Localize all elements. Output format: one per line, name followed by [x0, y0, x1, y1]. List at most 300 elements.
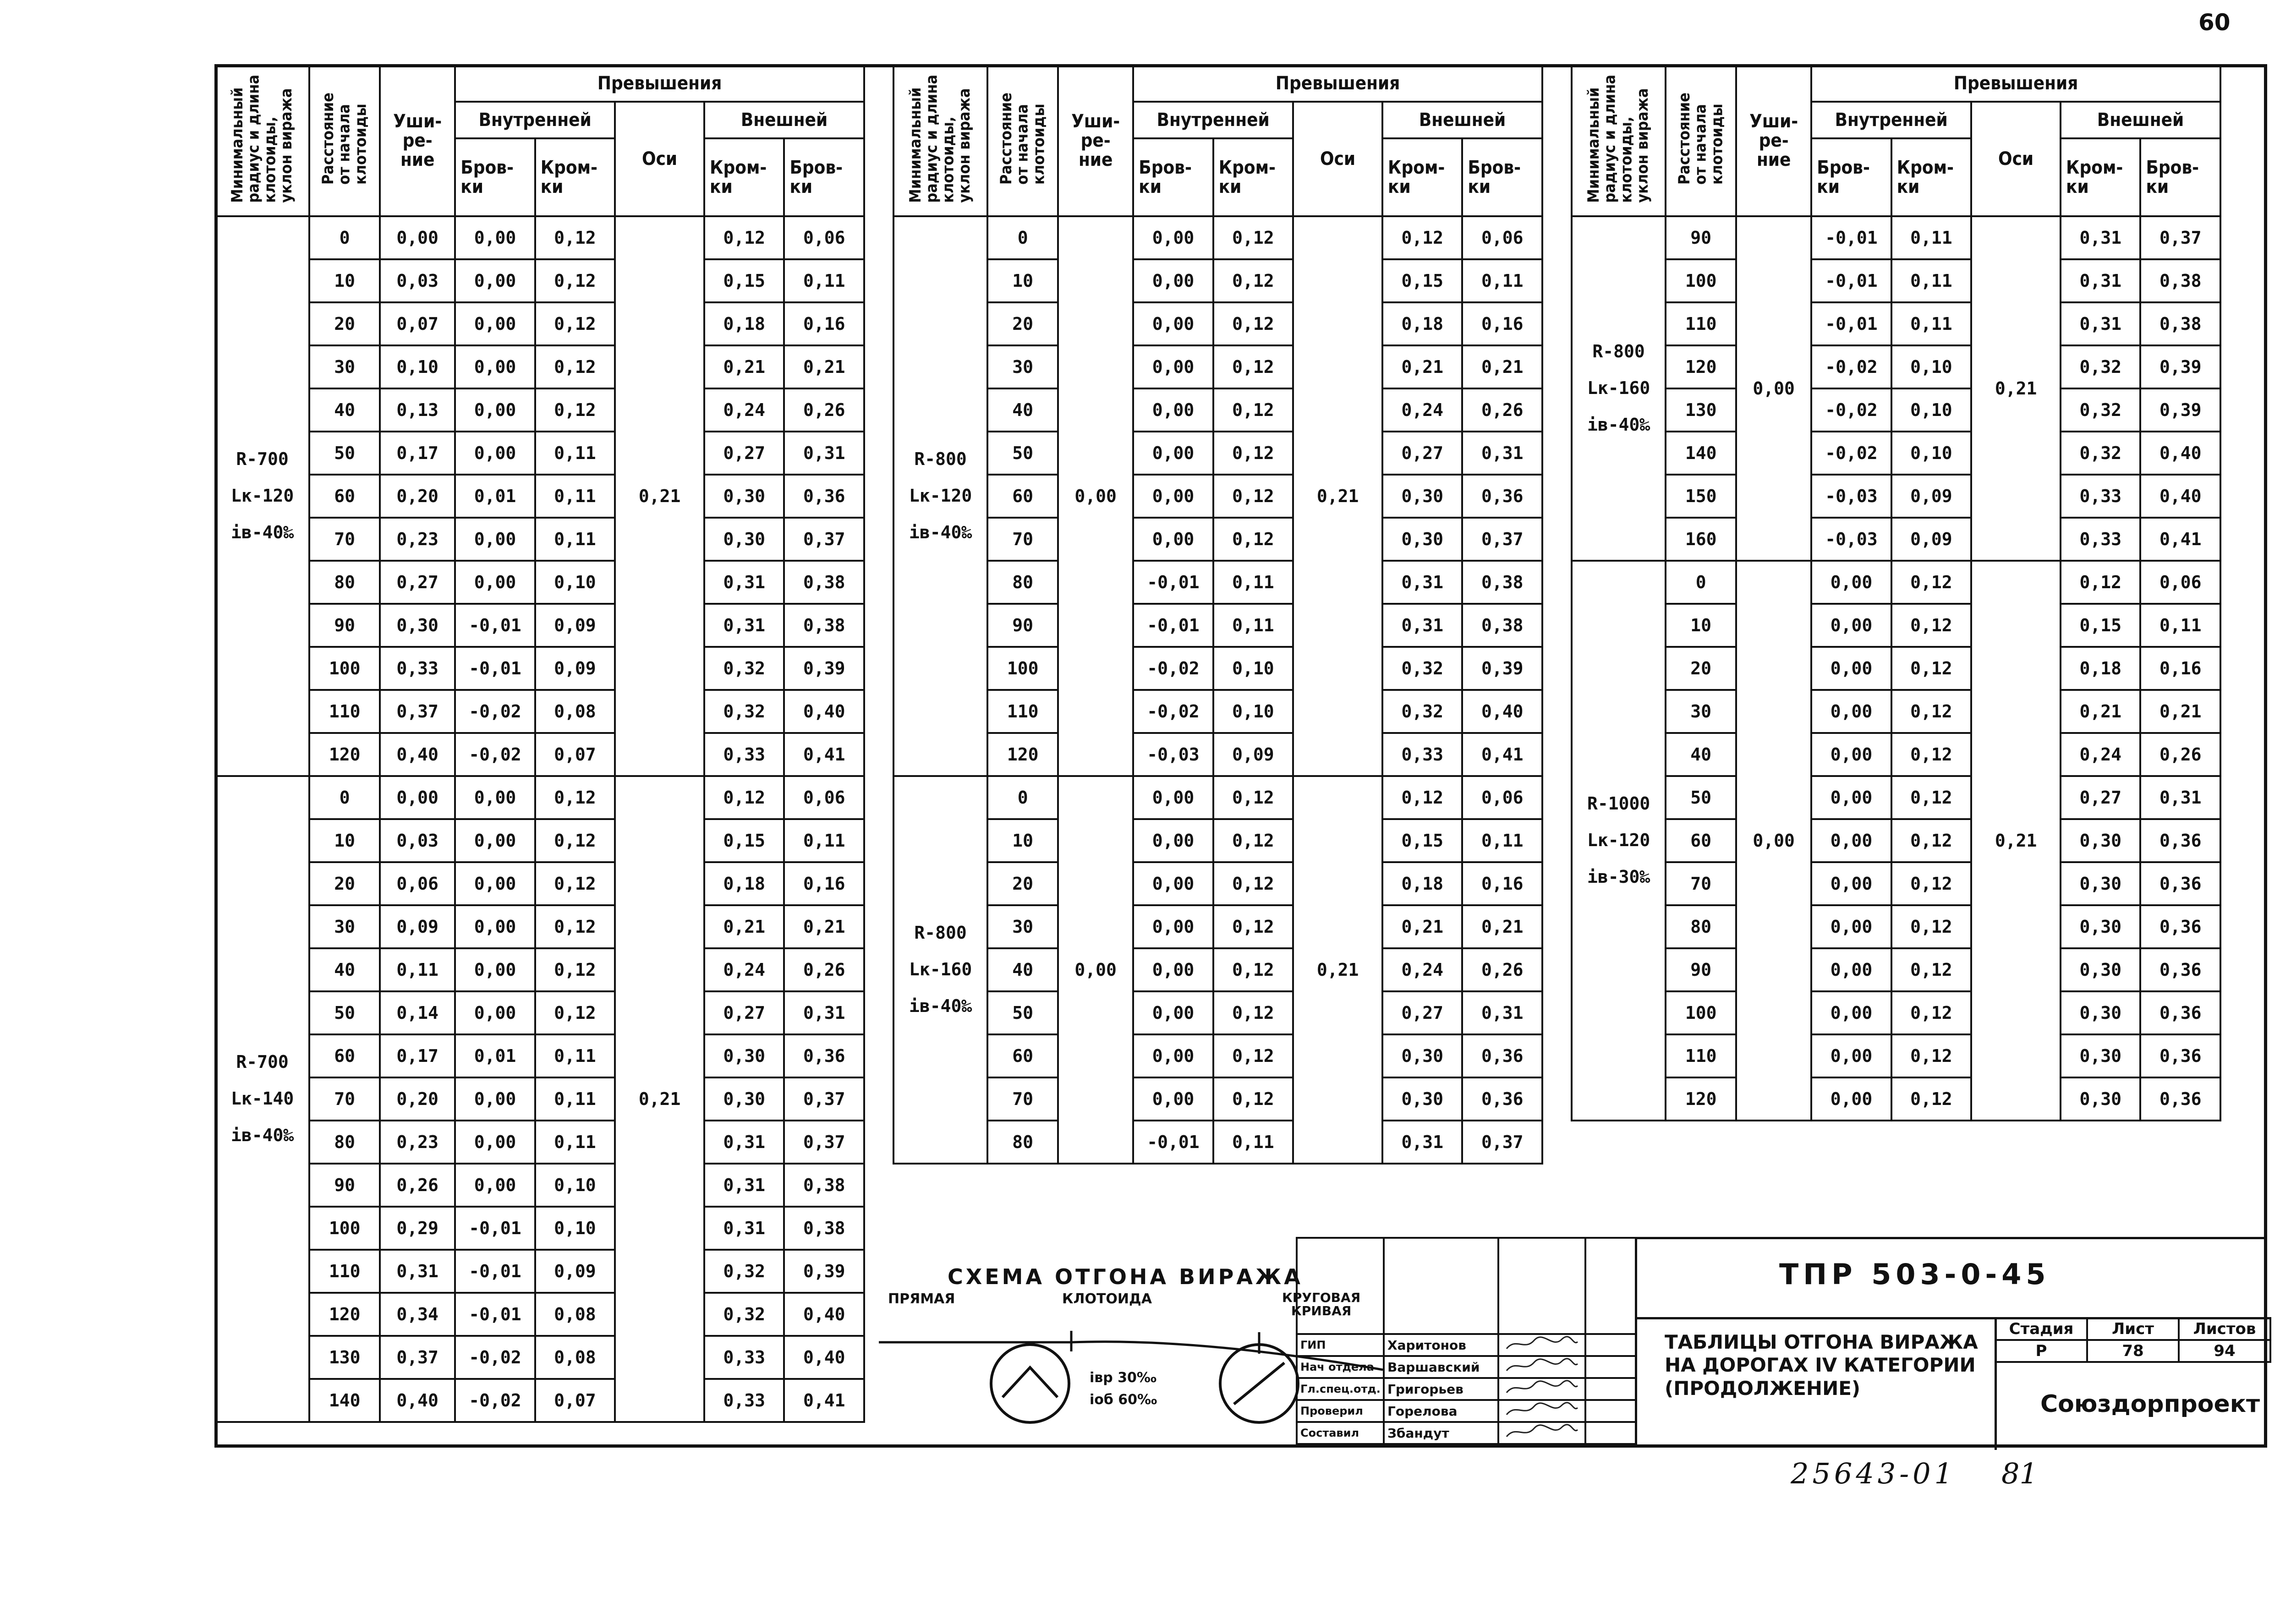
cell-distance: 60 — [1666, 819, 1736, 862]
table-row — [893, 388, 1542, 432]
cell-outer-brow: 0,36 — [2140, 905, 2220, 948]
cell-inner-edge-brow: -0,02 — [1811, 345, 1891, 388]
cell-outer-edge: 0,30 — [1382, 518, 1462, 561]
header-distance — [1666, 65, 1736, 216]
cell-distance: 160 — [1666, 518, 1736, 561]
cell-inner-edge-brow: 0,00 — [455, 259, 535, 302]
cell-inner-edge-brow: 0,00 — [455, 302, 535, 345]
cell-inner-edge-brow: -0,01 — [455, 1207, 535, 1250]
table-row — [215, 1207, 864, 1250]
table-row — [1572, 819, 2220, 862]
header-brov-3: Бров- ки — [2140, 138, 2220, 216]
cell-axis: 0,21 — [1293, 216, 1382, 776]
cell-inner-edge: 0,11 — [1891, 216, 1971, 259]
stamp-signature — [1498, 1422, 1585, 1444]
stamp-row — [1297, 1400, 1636, 1422]
cell-distance: 60 — [987, 475, 1058, 518]
cell-outer-brow: 0,06 — [784, 776, 864, 819]
cell-outer-edge: 0,27 — [1382, 432, 1462, 475]
cell-outer-edge: 0,31 — [704, 604, 784, 647]
table-row — [893, 302, 1542, 345]
cell-inner-edge-brow: 0,00 — [1811, 733, 1891, 776]
cell-outer-brow: 0,40 — [1462, 690, 1542, 733]
cell-inner-edge: 0,11 — [1891, 259, 1971, 302]
cell-inner-edge-brow: 0,00 — [455, 432, 535, 475]
cell-outer-brow: 0,26 — [1462, 948, 1542, 991]
cell-outer-brow: 0,40 — [784, 690, 864, 733]
table-row — [893, 1034, 1542, 1077]
table-row — [1572, 561, 2220, 604]
cell-widening: 0,10 — [380, 345, 455, 388]
table-row — [1572, 862, 2220, 905]
header-brov-0: Бров- ки — [1811, 138, 1891, 216]
cell-inner-edge: 0,10 — [1891, 388, 1971, 432]
cell-inner-edge: 0,12 — [1891, 1077, 1971, 1121]
table-row — [215, 690, 864, 733]
cell-distance: 50 — [309, 991, 380, 1034]
table-row — [893, 216, 1542, 259]
cell-inner-edge-brow: 0,00 — [1133, 776, 1213, 819]
cell-outer-brow: 0,16 — [784, 862, 864, 905]
cell-distance: 60 — [987, 1034, 1058, 1077]
cell-axis: 0,21 — [1971, 216, 2061, 561]
drawing-sheet — [214, 9, 2267, 1490]
table-row — [215, 561, 864, 604]
cell-distance: 10 — [987, 819, 1058, 862]
cell-outer-edge: 0,24 — [2061, 733, 2140, 776]
stamp-signature — [1498, 1356, 1585, 1378]
cell-inner-edge-brow: 0,00 — [1133, 345, 1213, 388]
table-row — [893, 819, 1542, 862]
cell-outer-edge: 0,15 — [1382, 259, 1462, 302]
cell-inner-edge: 0,11 — [1213, 1121, 1293, 1164]
cell-inner-edge-brow: 0,00 — [1133, 388, 1213, 432]
cell-distance: 50 — [1666, 776, 1736, 819]
stamp-blank-cell — [1384, 1238, 1498, 1334]
table-row — [215, 1077, 864, 1121]
cell-distance: 50 — [987, 432, 1058, 475]
cell-distance: 10 — [987, 259, 1058, 302]
cell-outer-brow: 0,21 — [1462, 345, 1542, 388]
signature-scribble — [1502, 1335, 1580, 1353]
cell-inner-edge: 0,12 — [1891, 819, 1971, 862]
cell-outer-brow: 0,21 — [2140, 690, 2220, 733]
cell-inner-edge: 0,12 — [1891, 905, 1971, 948]
cell-outer-edge: 0,31 — [1382, 1121, 1462, 1164]
cell-distance: 0 — [309, 216, 380, 259]
cell-inner-edge-brow: -0,02 — [455, 1336, 535, 1379]
cell-outer-edge: 0,24 — [704, 388, 784, 432]
cell-outer-brow: 0,40 — [2140, 432, 2220, 475]
cell-outer-edge: 0,27 — [704, 991, 784, 1034]
sheet-label: Лист — [2087, 1318, 2179, 1340]
header-krom-2: Кром- ки — [1382, 138, 1462, 216]
header-distance — [987, 65, 1058, 216]
cell-inner-edge: 0,12 — [1213, 862, 1293, 905]
table-row — [893, 432, 1542, 475]
cell-widening: 0,00 — [1736, 216, 1811, 561]
cell-outer-brow: 0,39 — [1462, 647, 1542, 690]
cell-distance: 110 — [309, 690, 380, 733]
archive-number: 25643-01 — [1791, 1457, 1957, 1490]
cell-distance: 100 — [309, 647, 380, 690]
cell-inner-edge: 0,12 — [535, 948, 615, 991]
cell-outer-brow: 0,36 — [2140, 1077, 2220, 1121]
cell-inner-edge: 0,11 — [535, 1121, 615, 1164]
cell-inner-edge-brow: -0,02 — [1811, 432, 1891, 475]
cell-inner-edge-brow: 0,00 — [1133, 302, 1213, 345]
cell-distance: 120 — [1666, 1077, 1736, 1121]
stamp-date — [1585, 1378, 1636, 1400]
cell-distance: 100 — [1666, 991, 1736, 1034]
cell-distance: 20 — [987, 862, 1058, 905]
cell-inner-edge-brow: 0,00 — [455, 1121, 535, 1164]
stamp-blank-cell — [1498, 1238, 1585, 1334]
cell-inner-edge-brow: 0,00 — [1811, 604, 1891, 647]
cell-outer-brow: 0,11 — [1462, 819, 1542, 862]
cell-outer-edge: 0,30 — [2061, 819, 2140, 862]
cell-outer-brow: 0,21 — [784, 345, 864, 388]
cell-inner-edge-brow: 0,00 — [455, 388, 535, 432]
cell-widening: 0,37 — [380, 690, 455, 733]
cell-outer-edge: 0,31 — [704, 1164, 784, 1207]
stage-label: Стадия — [1995, 1318, 2087, 1340]
cell-outer-brow: 0,06 — [1462, 776, 1542, 819]
cell-inner-edge-brow: -0,01 — [455, 604, 535, 647]
cell-axis: 0,21 — [1293, 776, 1382, 1164]
cell-outer-edge: 0,12 — [704, 216, 784, 259]
cell-distance: 0 — [987, 216, 1058, 259]
cell-inner-edge: 0,10 — [1213, 647, 1293, 690]
header-axis: Оси — [615, 102, 704, 216]
cell-outer-edge: 0,18 — [704, 862, 784, 905]
cell-inner-edge-brow: 0,00 — [1133, 1077, 1213, 1121]
header-distance-text: Расстояние от начала клотоиды — [1675, 93, 1726, 185]
cell-distance: 80 — [987, 561, 1058, 604]
cell-distance: 70 — [1666, 862, 1736, 905]
header-radius-text: Минимальный радиус и длина клотоиды, уклон виража — [228, 75, 296, 203]
table-row — [1572, 776, 2220, 819]
cell-distance: 100 — [987, 647, 1058, 690]
cell-widening: 0,20 — [380, 475, 455, 518]
cell-inner-edge: 0,09 — [1891, 475, 1971, 518]
cell-outer-brow: 0,31 — [2140, 776, 2220, 819]
cell-outer-edge: 0,30 — [2061, 1077, 2140, 1121]
cell-inner-edge-brow: 0,00 — [455, 819, 535, 862]
cell-inner-edge-brow: 0,00 — [1811, 862, 1891, 905]
cell-distance: 90 — [1666, 216, 1736, 259]
cell-inner-edge: 0,12 — [535, 862, 615, 905]
cell-inner-edge: 0,10 — [1891, 345, 1971, 388]
stamp-blank-cell — [1585, 1238, 1636, 1334]
table-row — [1572, 991, 2220, 1034]
cell-inner-edge: 0,12 — [1213, 345, 1293, 388]
cell-axis: 0,21 — [615, 216, 704, 776]
header-inner: Внутренней — [1811, 102, 1971, 138]
cell-widening: 0,00 — [1058, 216, 1133, 776]
cell-inner-edge-brow: 0,00 — [1133, 216, 1213, 259]
cell-outer-brow: 0,31 — [1462, 432, 1542, 475]
cell-inner-edge: 0,09 — [535, 1250, 615, 1293]
document-title: ТАБЛИЦЫ ОТГОНА ВИРАЖА НА ДОРОГАХ IV КАТЕГОРИИ (ПРОДОЛЖЕНИЕ) — [1665, 1331, 1978, 1400]
cell-inner-edge: 0,12 — [1213, 1034, 1293, 1077]
cell-distance: 110 — [1666, 302, 1736, 345]
stamp-role: ГИП — [1297, 1334, 1384, 1356]
header-widening: Уши- ре- ние — [1058, 65, 1133, 216]
cell-outer-edge: 0,30 — [2061, 948, 2140, 991]
stamp-signature — [1498, 1334, 1585, 1356]
cell-outer-edge: 0,12 — [1382, 776, 1462, 819]
table-row — [215, 216, 864, 259]
table-row — [1572, 259, 2220, 302]
cell-axis: 0,21 — [1971, 561, 2061, 1121]
cell-distance: 10 — [1666, 604, 1736, 647]
table-row — [215, 647, 864, 690]
cell-outer-edge: 0,30 — [704, 518, 784, 561]
cell-outer-edge: 0,27 — [704, 432, 784, 475]
cell-inner-edge: 0,12 — [535, 991, 615, 1034]
cell-outer-edge: 0,12 — [704, 776, 784, 819]
cell-distance: 30 — [309, 345, 380, 388]
signature-scribble — [1502, 1357, 1580, 1375]
cell-outer-edge: 0,31 — [2061, 259, 2140, 302]
cell-outer-edge: 0,24 — [1382, 388, 1462, 432]
cell-inner-edge: 0,08 — [535, 1293, 615, 1336]
cell-outer-brow: 0,36 — [2140, 1034, 2220, 1077]
cell-outer-edge: 0,27 — [2061, 776, 2140, 819]
cell-inner-edge: 0,12 — [1891, 561, 1971, 604]
cell-outer-brow: 0,41 — [2140, 518, 2220, 561]
cell-outer-brow: 0,16 — [1462, 302, 1542, 345]
cell-outer-brow: 0,38 — [1462, 604, 1542, 647]
cell-outer-brow: 0,38 — [784, 1164, 864, 1207]
header-axis: Оси — [1293, 102, 1382, 216]
cell-inner-edge-brow: 0,01 — [455, 475, 535, 518]
cell-outer-brow: 0,37 — [784, 1077, 864, 1121]
cell-widening: 0,40 — [380, 1379, 455, 1422]
cell-inner-edge: 0,11 — [535, 1034, 615, 1077]
cell-outer-brow: 0,36 — [2140, 862, 2220, 905]
cell-outer-edge: 0,31 — [2061, 302, 2140, 345]
cell-widening: 0,00 — [380, 216, 455, 259]
cell-inner-edge: 0,08 — [535, 1336, 615, 1379]
table-row — [215, 1293, 864, 1336]
cell-distance: 100 — [309, 1207, 380, 1250]
stamp-date — [1585, 1422, 1636, 1444]
table-row — [215, 1336, 864, 1379]
cell-widening: 0,00 — [1736, 561, 1811, 1121]
cell-inner-edge-brow: 0,00 — [1133, 259, 1213, 302]
cell-distance: 30 — [987, 345, 1058, 388]
stamp-role: Нач отдела — [1297, 1356, 1384, 1378]
cell-distance: 40 — [987, 388, 1058, 432]
cell-inner-edge: 0,10 — [1891, 432, 1971, 475]
cell-inner-edge: 0,12 — [1213, 991, 1293, 1034]
table-row — [893, 518, 1542, 561]
cell-outer-edge: 0,32 — [704, 1250, 784, 1293]
cell-inner-edge: 0,10 — [535, 1207, 615, 1250]
cell-outer-brow: 0,40 — [2140, 475, 2220, 518]
cell-inner-edge: 0,09 — [535, 604, 615, 647]
cell-outer-brow: 0,38 — [1462, 561, 1542, 604]
cell-inner-edge: 0,12 — [535, 388, 615, 432]
cell-outer-brow: 0,37 — [784, 518, 864, 561]
header-radius — [1572, 65, 1666, 216]
cell-inner-edge: 0,12 — [1213, 518, 1293, 561]
cell-inner-edge-brow: -0,03 — [1133, 733, 1213, 776]
cell-widening: 0,03 — [380, 259, 455, 302]
cell-distance: 30 — [309, 905, 380, 948]
cell-widening: 0,11 — [380, 948, 455, 991]
cell-widening: 0,27 — [380, 561, 455, 604]
cell-outer-brow: 0,16 — [2140, 647, 2220, 690]
cell-distance: 130 — [1666, 388, 1736, 432]
cell-outer-edge: 0,30 — [704, 1034, 784, 1077]
cell-outer-edge: 0,30 — [2061, 1034, 2140, 1077]
cell-outer-edge: 0,32 — [704, 647, 784, 690]
cell-widening: 0,23 — [380, 518, 455, 561]
cell-outer-brow: 0,31 — [784, 432, 864, 475]
cell-inner-edge-brow: 0,00 — [1811, 819, 1891, 862]
stamp-blank-cell — [1297, 1238, 1384, 1334]
cell-outer-edge: 0,21 — [1382, 345, 1462, 388]
cell-outer-brow: 0,36 — [1462, 475, 1542, 518]
header-radius-text: Минимальный радиус и длина клотоиды, уклон виража — [906, 75, 974, 203]
stamp-date — [1585, 1334, 1636, 1356]
cell-inner-edge-brow: 0,00 — [1811, 948, 1891, 991]
organization-name: Союздорпроект — [2040, 1390, 2260, 1418]
table-row — [215, 733, 864, 776]
cell-distance: 140 — [309, 1379, 380, 1422]
cell-inner-edge: 0,09 — [1891, 518, 1971, 561]
cell-inner-edge-brow: -0,02 — [1133, 647, 1213, 690]
cell-outer-brow: 0,37 — [1462, 518, 1542, 561]
cell-inner-edge: 0,12 — [535, 819, 615, 862]
scheme-i-ip: iвр 30‰ — [1090, 1370, 1157, 1386]
cell-distance: 20 — [1666, 647, 1736, 690]
cell-outer-brow: 0,38 — [784, 604, 864, 647]
cell-inner-edge-brow: 0,00 — [1811, 776, 1891, 819]
table-row — [893, 733, 1542, 776]
cell-inner-edge: 0,12 — [1891, 776, 1971, 819]
cell-distance: 120 — [1666, 345, 1736, 388]
cell-inner-edge-brow: 0,00 — [1133, 819, 1213, 862]
signature-scribble — [1502, 1401, 1580, 1419]
cell-distance: 80 — [987, 1121, 1058, 1164]
cell-outer-brow: 0,06 — [2140, 561, 2220, 604]
header-radius — [215, 65, 309, 216]
cell-inner-edge-brow: -0,01 — [1133, 561, 1213, 604]
table-right-grid — [1571, 64, 2221, 1121]
cell-inner-edge: 0,11 — [1213, 561, 1293, 604]
cell-outer-edge: 0,15 — [1382, 819, 1462, 862]
cell-outer-edge: 0,32 — [704, 690, 784, 733]
cell-inner-edge: 0,12 — [1213, 948, 1293, 991]
sheet-value: 78 — [2087, 1340, 2179, 1362]
cell-widening: 0,40 — [380, 733, 455, 776]
cell-distance: 20 — [987, 302, 1058, 345]
stamp-role: Проверил — [1297, 1400, 1384, 1422]
cell-outer-brow: 0,26 — [1462, 388, 1542, 432]
cell-inner-edge-brow: -0,01 — [1811, 216, 1891, 259]
cell-outer-brow: 0,21 — [1462, 905, 1542, 948]
table-row — [1572, 1034, 2220, 1077]
scheme-title: СХЕМА ОТГОНА ВИРАЖА — [948, 1264, 1303, 1289]
cell-inner-edge: 0,11 — [535, 475, 615, 518]
table-left-grid — [214, 64, 865, 1423]
stamp-name: Григорьев — [1384, 1378, 1498, 1400]
cell-outer-brow: 0,36 — [784, 475, 864, 518]
cell-distance: 0 — [987, 776, 1058, 819]
cell-outer-edge: 0,12 — [1382, 216, 1462, 259]
cell-inner-edge-brow: 0,00 — [1133, 432, 1213, 475]
cell-outer-brow: 0,38 — [2140, 302, 2220, 345]
group-label: R-800 Lк-160 iв-40‰ — [893, 776, 987, 1164]
table-row — [893, 647, 1542, 690]
cell-widening: 0,03 — [380, 819, 455, 862]
cell-outer-edge: 0,32 — [704, 1293, 784, 1336]
table-row — [215, 604, 864, 647]
table-row — [215, 345, 864, 388]
table-row — [893, 862, 1542, 905]
cell-inner-edge: 0,11 — [1213, 604, 1293, 647]
stamp-name: Варшавский — [1384, 1356, 1498, 1378]
cell-distance: 30 — [1666, 690, 1736, 733]
straight-section-symbol — [991, 1345, 1069, 1422]
cell-inner-edge: 0,12 — [1213, 776, 1293, 819]
signature-scribble — [1502, 1423, 1580, 1441]
cell-inner-edge-brow: -0,02 — [1133, 690, 1213, 733]
header-krom-2: Кром- ки — [704, 138, 784, 216]
cell-inner-edge: 0,12 — [1213, 259, 1293, 302]
cell-inner-edge-brow: -0,01 — [1811, 259, 1891, 302]
table-row — [1572, 604, 2220, 647]
cell-inner-edge-brow: 0,00 — [1811, 905, 1891, 948]
cell-outer-brow: 0,26 — [784, 388, 864, 432]
stamp-signature — [1498, 1378, 1585, 1400]
cell-inner-edge: 0,10 — [1213, 690, 1293, 733]
cell-outer-brow: 0,11 — [2140, 604, 2220, 647]
scheme-label-straight: ПРЯМАЯ — [888, 1291, 955, 1307]
table-row — [893, 690, 1542, 733]
cell-distance: 80 — [309, 1121, 380, 1164]
header-krom-2: Кром- ки — [2061, 138, 2140, 216]
table-row — [215, 776, 864, 819]
cell-outer-brow: 0,38 — [784, 1207, 864, 1250]
cell-inner-edge: 0,12 — [535, 776, 615, 819]
cell-inner-edge: 0,08 — [535, 690, 615, 733]
cell-outer-brow: 0,11 — [784, 259, 864, 302]
cell-widening: 0,23 — [380, 1121, 455, 1164]
stamp-row — [1297, 1378, 1636, 1400]
group-label: R-800 Lк-120 iв-40‰ — [893, 216, 987, 776]
cell-inner-edge: 0,12 — [535, 905, 615, 948]
table-row — [215, 948, 864, 991]
cell-outer-edge: 0,24 — [704, 948, 784, 991]
cell-distance: 50 — [309, 432, 380, 475]
cell-distance: 70 — [309, 1077, 380, 1121]
cell-inner-edge: 0,12 — [1213, 819, 1293, 862]
cell-inner-edge: 0,12 — [535, 259, 615, 302]
cell-outer-brow: 0,41 — [1462, 733, 1542, 776]
cell-outer-edge: 0,30 — [704, 475, 784, 518]
cell-inner-edge: 0,09 — [1213, 733, 1293, 776]
group-label: R-800 Lк-160 iв-40‰ — [1572, 216, 1666, 561]
cell-outer-edge: 0,33 — [2061, 518, 2140, 561]
cell-inner-edge-brow: -0,01 — [1811, 302, 1891, 345]
table-row — [215, 1164, 864, 1207]
cell-widening: 0,29 — [380, 1207, 455, 1250]
